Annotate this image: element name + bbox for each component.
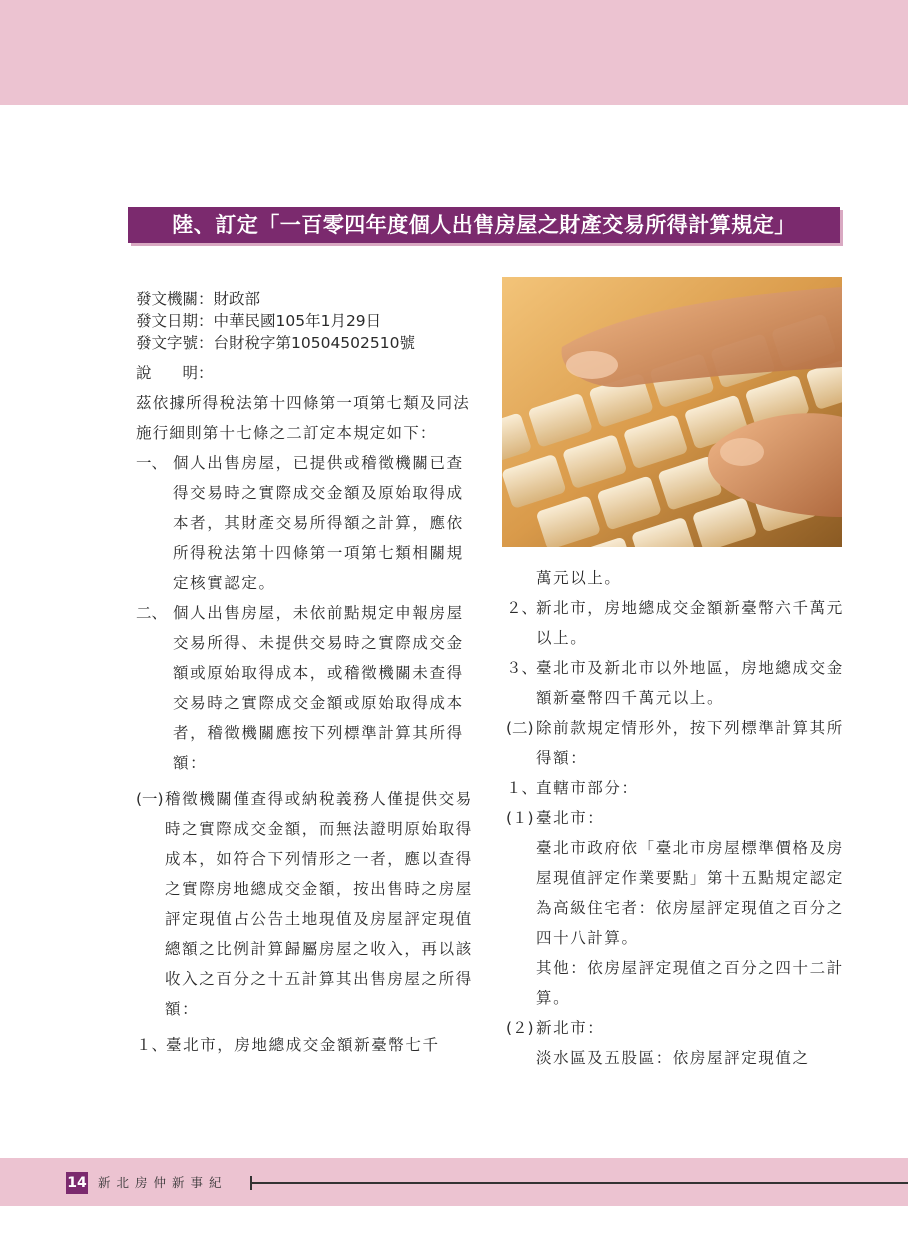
photo-illustration: [502, 277, 842, 547]
new-taipei-item: [506, 1013, 846, 1043]
continuation-text: 萬元以上。: [536, 569, 622, 587]
item-marker: ３、: [506, 659, 538, 677]
subclause-2: [506, 713, 846, 773]
left-column: [136, 288, 476, 1060]
item-marker: １、: [136, 1036, 168, 1054]
item-text: 直轄市部分：: [536, 779, 639, 797]
numbered-item-1: [136, 1030, 476, 1060]
issuer-line: 發文機關：財政部: [136, 290, 261, 308]
clause-marker: 一、: [136, 454, 168, 472]
subclause-1: [136, 784, 476, 1024]
taipei-item: [506, 803, 846, 833]
keyboard-hand-photo: [502, 277, 842, 547]
direct-city-item: [506, 773, 846, 803]
item-text: 新北市：: [536, 1019, 605, 1037]
clause-text: 個人出售房屋，已提供或稽徵機關已查得交易時之實際成交金額及原始取得成本者，其財產交易所得額之計算，應依所得稅法第十四條第一項第七類相關規定核實認定。: [173, 454, 464, 592]
taipei-body-2: 其他：依房屋評定現值之百分之四十二計算。: [536, 959, 844, 1007]
clause-marker: 二、: [136, 604, 168, 622]
clause-1: [136, 448, 476, 598]
top-decorative-band: [0, 0, 908, 105]
subclause-text: 除前款規定情形外，按下列標準計算其所得額：: [536, 719, 844, 767]
numbered-item-3: [506, 653, 846, 713]
item-marker: (２): [506, 1019, 534, 1037]
item-text: 臺北市，房地總成交金額新臺幣七千: [166, 1036, 440, 1054]
page-number: 14: [66, 1172, 88, 1194]
right-column: [506, 563, 846, 1073]
item-text: 臺北市及新北市以外地區，房地總成交金額新臺幣四千萬元以上。: [536, 659, 844, 707]
explanation-label: 說 明：: [136, 364, 214, 382]
doc-number-line: 發文字號：台財稅字第10504502510號: [136, 334, 415, 352]
item-text: 臺北市：: [536, 809, 605, 827]
subclause-text: 稽徵機關僅查得或納稅義務人僅提供交易時之實際成交金額，而無法證明原始取得成本，如符合下列情形之一者，應以查得之實際房地總成交金額，按出售時之房屋評定現值占公告土地現值及房屋評定現值總額之比例計算歸屬房屋之收入，再以該收入之百分之十五計算其出售房屋之所得額：: [165, 790, 473, 1018]
magazine-name: 新北房仲新事紀: [98, 1175, 228, 1190]
footer-rule-line: [252, 1182, 908, 1184]
date-line: 發文日期：中華民國105年1月29日: [136, 312, 382, 330]
clause-text: 個人出售房屋，未依前點規定申報房屋交易所得、未提供交易時之實際成交金額或原始取得成本，或稽徵機關未查得交易時之實際成交金額或原始取得成本者，稽徵機關應按下列標準計算其所得額：: [173, 604, 464, 772]
item-text: 新北市，房地總成交金額新臺幣六千萬元以上。: [536, 599, 844, 647]
clause-2: [136, 598, 476, 778]
item-marker: １、: [506, 779, 538, 797]
item-marker: ２、: [506, 599, 538, 617]
taipei-body-1: 臺北市政府依「臺北市房屋標準價格及房屋現值評定作業要點」第十五點規定認定為高級住宅者：依房屋評定現值之百分之四十八計算。: [536, 839, 844, 947]
subclause-marker: (一): [136, 790, 164, 808]
numbered-item-2: [506, 593, 846, 653]
item-marker: (１): [506, 809, 534, 827]
subclause-marker: (二): [506, 719, 534, 737]
intro-paragraph: 茲依據所得稅法第十四條第一項第七類及同法施行細則第十七條之二訂定本規定如下：: [136, 394, 471, 442]
new-taipei-body-1: 淡水區及五股區：依房屋評定現值之: [536, 1049, 810, 1067]
section-title: 陸、訂定「一百零四年度個人出售房屋之財產交易所得計算規定」: [128, 207, 840, 243]
